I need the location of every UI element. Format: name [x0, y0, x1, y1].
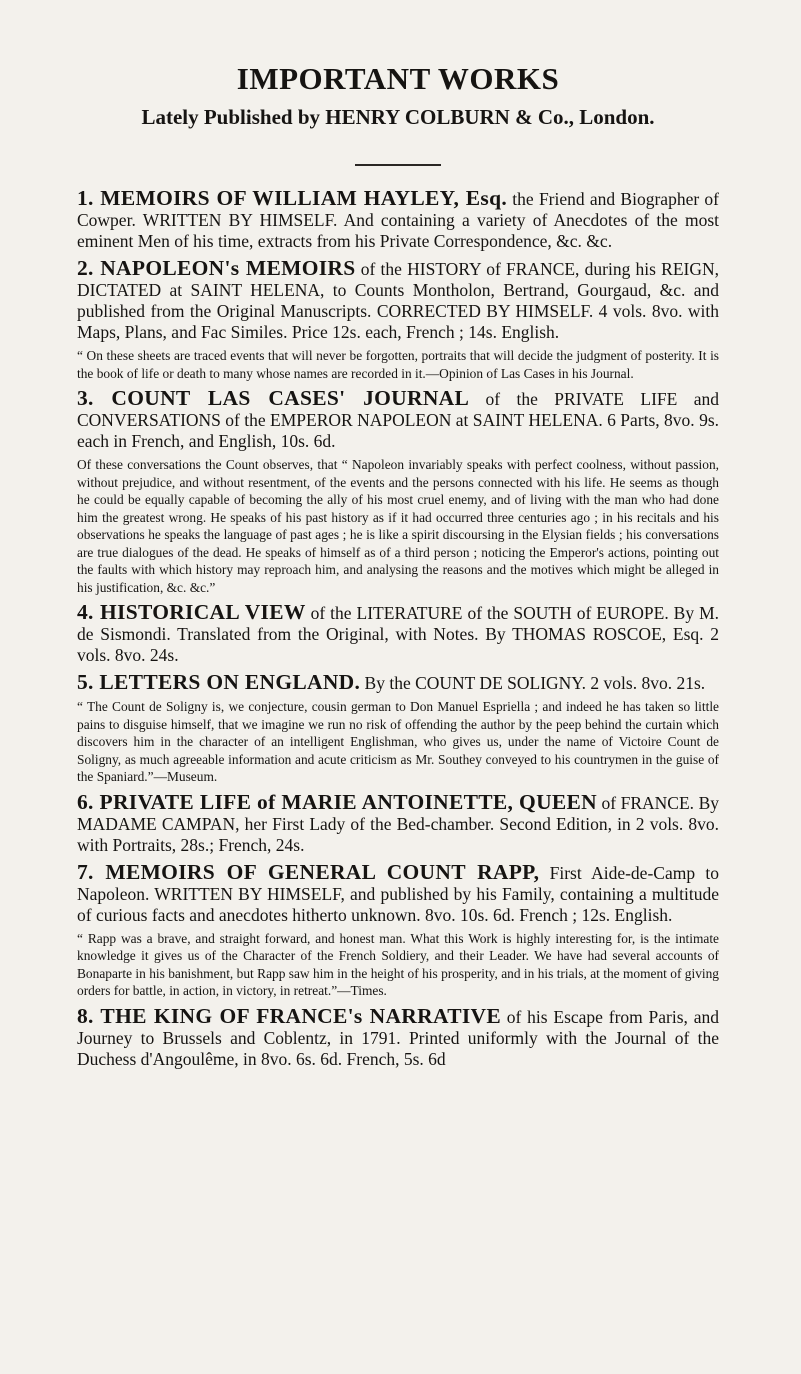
book-review: “ On these sheets are traced events that will never be forgotten, portraits that will decide the judgment of posterity. It is the book of life or death to many whose names are recorded in it.—Opinion of Las Cases in his Journal.: [77, 348, 719, 381]
book-entry: [77, 388, 719, 596]
book-review: “ The Count de Soligny is, we conjecture, cousin german to Don Manuel Espriella ; and indeed he has taken so little pains to disguise himself, that we imagine we run no risk of offending the author by the peep behind the curtain which discovers him in the character of an intelligent Englishman, who gives us, under the name of Victoire Count de Soligny, as much agreeable information and acute criticism as Mr. Southey conveyed to his countrymen in the guise of the Spaniard.”—Museum.: [77, 699, 719, 784]
book-description: [77, 789, 719, 856]
book-details: of his Escape from Paris, and Journey to Brussels and Coblentz, in 1791. Printed uniformly with the Journal of the Duchess d'Angoulême, in 8vo. 6s. 6d. French, 5s. 6d: [77, 1006, 719, 1069]
book-entry: [77, 789, 719, 856]
book-details: of FRANCE. By MADAME CAMPAN, her First Lady of the Bed-chamber. Second Edition, in 2 vols. 8vo. with Portraits, 28s.; French, 24s.: [77, 792, 719, 855]
book-entry: [77, 602, 719, 666]
book-details: the Friend and Biographer of Cowper. WRITTEN BY HIMSELF. And containing a variety of Anecdotes of the most eminent Men of his time, extracts from his Private Correspondence, &c. &c.: [77, 189, 720, 251]
book-heading: 8. THE KING OF FRANCE's NARRATIVE: [77, 1003, 501, 1028]
book-description: [77, 258, 719, 343]
book-heading: 2. NAPOLEON's MEMOIRS: [77, 256, 356, 280]
book-details: First Aide-de-Camp to Napoleon. WRITTEN BY HIMSELF, and published by his Family, containing a multitude of curious facts and anecdotes hitherto unknown. 8vo. 10s. 6d. French ; 12s. English.: [77, 862, 720, 925]
book-heading: 6. PRIVATE LIFE of MARIE ANTOINETTE, QUEEN: [77, 789, 598, 814]
book-entry: [77, 859, 720, 1000]
book-heading: 1. MEMOIRS OF WILLIAM HAYLEY, Esq.: [77, 186, 508, 210]
advertisement-page: [77, 62, 719, 1076]
book-entry: [77, 258, 719, 382]
page-title: IMPORTANT WORKS: [236, 61, 560, 96]
book-description: [77, 859, 720, 926]
book-description: [77, 602, 719, 666]
book-description: [77, 188, 719, 252]
book-heading: 7. MEMOIRS OF GENERAL COUNT RAPP,: [77, 859, 540, 884]
book-description: [77, 672, 719, 694]
book-review: Of these conversations the Count observes, that “ Napoleon invariably speaks with perfect coolness, without passion, without prejudice, and without resentment, of the events and the persons connected with his life. He seems as though he could be equally capable of becoming the ally of his most cruel enemy, and of living with the man who had done him the greatest wrong. He speaks of his past history as if it had occurred three centuries ago ; in his recitals and his observations he speaks the language of past ages ; he is like a spirit discoursing in the Elysian fields ; his conversations are true dialogues of the dead. He speaks of himself as of a third person ; noticing the Emperor's actions, pointing out the faults with which history may reproach him, and analysing the reasons and the motives which might be alleged in his justification, &c. &c.”: [77, 457, 719, 595]
book-heading: 5. LETTERS ON ENGLAND.: [77, 670, 361, 694]
book-details: of the LITERATURE of the SOUTH of EUROPE. By M. de Sismondi. Translated from the Original, with Notes. By THOMAS ROSCOE, Esq. 2 vols. 8vo. 24s.: [77, 603, 719, 665]
book-description: [77, 1003, 719, 1070]
book-heading: 4. HISTORICAL VIEW: [77, 600, 306, 624]
publisher-line: Lately Published by HENRY COLBURN & Co., London.: [141, 105, 655, 129]
book-description: [77, 388, 719, 452]
book-entry: [77, 1003, 719, 1070]
book-entry: [77, 188, 719, 252]
book-entry: [77, 672, 719, 786]
book-details: of the PRIVATE LIFE and CONVERSATIONS of the EMPEROR NAPOLEON at SAINT HELENA. 6 Parts, 8vo. 9s. each in French, and English, 10s. 6d.: [77, 389, 719, 451]
book-review: “ Rapp was a brave, and straight forward, and honest man. What this Work is highly interesting for, is the intimate knowledge it gives us of the Character of the French Soldiery, and their Leader. We have had several accounts of Bonaparte in his banishment, but Rapp saw him in the height of his prosperity, and in his trials, at the moment of giving orders for battle, in action, in victory, in retreat.”—Times.: [77, 930, 719, 998]
book-details: By the COUNT DE SOLIGNY. 2 vols. 8vo. 21s.: [360, 673, 706, 693]
book-list: [77, 188, 719, 1070]
book-details: of the HISTORY of FRANCE, during his REIGN, DICTATED at SAINT HELENA, to Counts Montholon, Bertrand, Gourgaud, &c. and published from the Original Manuscripts. CORRECTED BY HIMSELF. 4 vols. 8vo. with Maps, Plans, and Fac Similes. Price 12s. each, French ; 14s. English.: [77, 259, 720, 342]
book-heading: 3. COUNT LAS CASES' JOURNAL: [77, 386, 470, 410]
divider-rule: [355, 164, 441, 166]
